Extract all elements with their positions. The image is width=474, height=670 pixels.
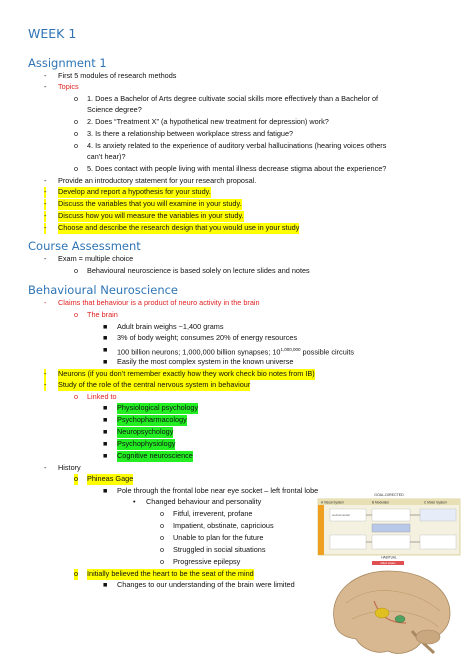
square-bullet: ■ [103, 357, 108, 366]
square-bullet: ■ [103, 427, 108, 436]
list-item: 4. Is anxiety related to the experience of auditory verbal hallucinations (hearing voices others [87, 141, 387, 150]
diagram-box [372, 509, 410, 521]
highlighted-item: Phineas Gage [87, 474, 134, 483]
exponent: 1,000,000 [280, 347, 301, 352]
square-bullet: ■ [103, 345, 108, 354]
list-item: 3. Is there a relationship between workplace stress and fatigue? [87, 129, 294, 138]
dash-bullet: - [44, 223, 47, 232]
affect-label: affect states [380, 561, 396, 566]
highlighted-region [375, 608, 389, 618]
circle-bullet: o [74, 164, 79, 173]
list-item: The brain [87, 310, 118, 319]
disc-bullet: • [133, 497, 136, 506]
dash-bullet: - [44, 380, 47, 389]
square-bullet: ■ [103, 486, 108, 495]
highlighted-region [395, 616, 405, 623]
dash-bullet: - [44, 71, 47, 80]
panel-a-label: A Visual System [321, 500, 344, 505]
list-item: Unable to plan for the future [173, 533, 264, 542]
square-bullet: ■ [103, 403, 108, 412]
list-item: can’t hear)? [87, 152, 126, 161]
course-assessment-heading: Course Assessment [28, 239, 141, 253]
list-item: Claims that behaviour is a product of neuro activity in the brain [58, 298, 260, 307]
circle-bullet: o [74, 474, 79, 483]
circle-bullet: o [74, 310, 79, 319]
panel-c-label: C Motor System [424, 500, 447, 505]
list-item: Changes to our understanding of the brain were limited [117, 580, 295, 589]
square-bullet: ■ [103, 439, 108, 448]
brain-systems-figure [316, 491, 462, 663]
highlighted-item: Discuss how you will measure the variables in your study. [58, 211, 244, 220]
list-item: First 5 modules of research methods [58, 71, 177, 80]
dash-bullet: - [44, 211, 47, 220]
dash-bullet: - [44, 187, 47, 196]
highlighted-item: Develop and report a hypothesis for your study. [58, 187, 211, 196]
dash-bullet: - [44, 298, 47, 307]
list-item: Progressive epilepsy [173, 557, 241, 566]
circle-bullet: o [74, 569, 79, 578]
dash-bullet: - [44, 82, 47, 91]
circle-bullet: o [160, 533, 165, 542]
circle-bullet: o [160, 557, 165, 566]
list-item: Exam = multiple choice [58, 254, 134, 263]
list-item: 1. Does a Bachelor of Arts degree cultivate social skills more effectively than a Bachelor of [87, 94, 379, 103]
list-item: Adult brain weighs ~1,400 grams [117, 322, 224, 331]
diagram-box [330, 535, 366, 549]
panel-b-label: B Modulator [372, 500, 390, 505]
highlighted-item: Discuss the variables that you will examine in your study. [58, 199, 242, 208]
list-item: Impatient, obstinate, capricious [173, 521, 274, 530]
highlighted-item: Study of the role of the central nervous system in behaviour [58, 380, 251, 389]
circle-bullet: o [74, 392, 79, 401]
dash-bullet: - [44, 463, 47, 472]
dash-bullet: - [44, 176, 47, 185]
circle-bullet: o [74, 266, 79, 275]
square-bullet: ■ [103, 322, 108, 331]
env-label: environmental [332, 513, 350, 517]
dash-bullet: - [44, 199, 47, 208]
figure-title: GOAL-DIRECTED [374, 493, 404, 497]
green-highlighted-item: Cognitive neuroscience [117, 451, 193, 460]
highlighted-item: Choose and describe the research design that you would use in your study [58, 223, 300, 232]
list-item: Provide an introductory statement for your research proposal. [58, 176, 257, 185]
square-bullet: ■ [103, 333, 108, 342]
diagram-box [372, 524, 410, 532]
list-item: History [58, 463, 81, 472]
assignment-heading: Assignment 1 [28, 56, 107, 70]
green-highlighted-item: Physiological psychology [117, 403, 199, 412]
circle-bullet: o [74, 94, 79, 103]
diagram-box [420, 509, 456, 521]
list-item: Topics [58, 82, 79, 91]
list-item [117, 345, 354, 358]
circle-bullet: o [160, 509, 165, 518]
circle-bullet: o [74, 117, 79, 126]
circle-bullet: o [160, 521, 165, 530]
list-item: Changed behaviour and personality [146, 497, 262, 506]
cerebellum [416, 630, 440, 644]
square-bullet: ■ [103, 451, 108, 460]
diagram-box [420, 535, 456, 549]
list-item: 2. Does “Treatment X” (a hypothetical new treatment for depression) work? [87, 117, 329, 126]
brain-illustration [334, 571, 450, 653]
list-item: Easily the most complex system in the known universe [117, 357, 294, 366]
list-item: Fitful, irreverent, profane [173, 509, 253, 518]
green-highlighted-item: Neuropsychology [117, 427, 174, 436]
neurons-text: 100 billion neurons; 1,000,000 billion synapses; 10 [117, 347, 281, 357]
dash-bullet: - [44, 369, 47, 378]
dash-bullet: - [44, 254, 47, 263]
habitual-label: HABITUAL [381, 555, 397, 560]
square-bullet: ■ [103, 415, 108, 424]
list-item: Struggled in social situations [173, 545, 266, 554]
circle-bullet: o [74, 129, 79, 138]
list-item: 3% of body weight; consumes 20% of energy resources [117, 333, 298, 342]
circle-bullet: o [160, 545, 165, 554]
square-bullet: ■ [103, 580, 108, 589]
list-item: Science degree? [87, 105, 142, 114]
neurons-text-tail: possible circuits [300, 347, 355, 357]
list-item: 5. Does contact with people living with mental illness decrease stigma about the experience? [87, 164, 387, 173]
green-highlighted-item: Psychopharmacology [117, 415, 187, 424]
list-item: Pole through the frontal lobe near eye socket – left frontal lobe [117, 486, 319, 495]
diagram-box [372, 535, 410, 549]
highlighted-item: Neurons (if you don’t remember exactly how they work check bio notes from IB) [58, 369, 315, 378]
green-highlighted-item: Psychophysiology [117, 439, 176, 448]
list-item: Linked to [87, 392, 117, 401]
behavioural-neuroscience-heading: Behavioural Neuroscience [28, 283, 178, 297]
circle-bullet: o [74, 141, 79, 150]
list-item: Behavioural neuroscience is based solely on lecture slides and notes [87, 266, 310, 275]
side-bar [318, 505, 324, 555]
highlighted-item: Initially believed the heart to be the seat of the mind [87, 569, 254, 578]
week-heading: WEEK 1 [28, 26, 77, 41]
